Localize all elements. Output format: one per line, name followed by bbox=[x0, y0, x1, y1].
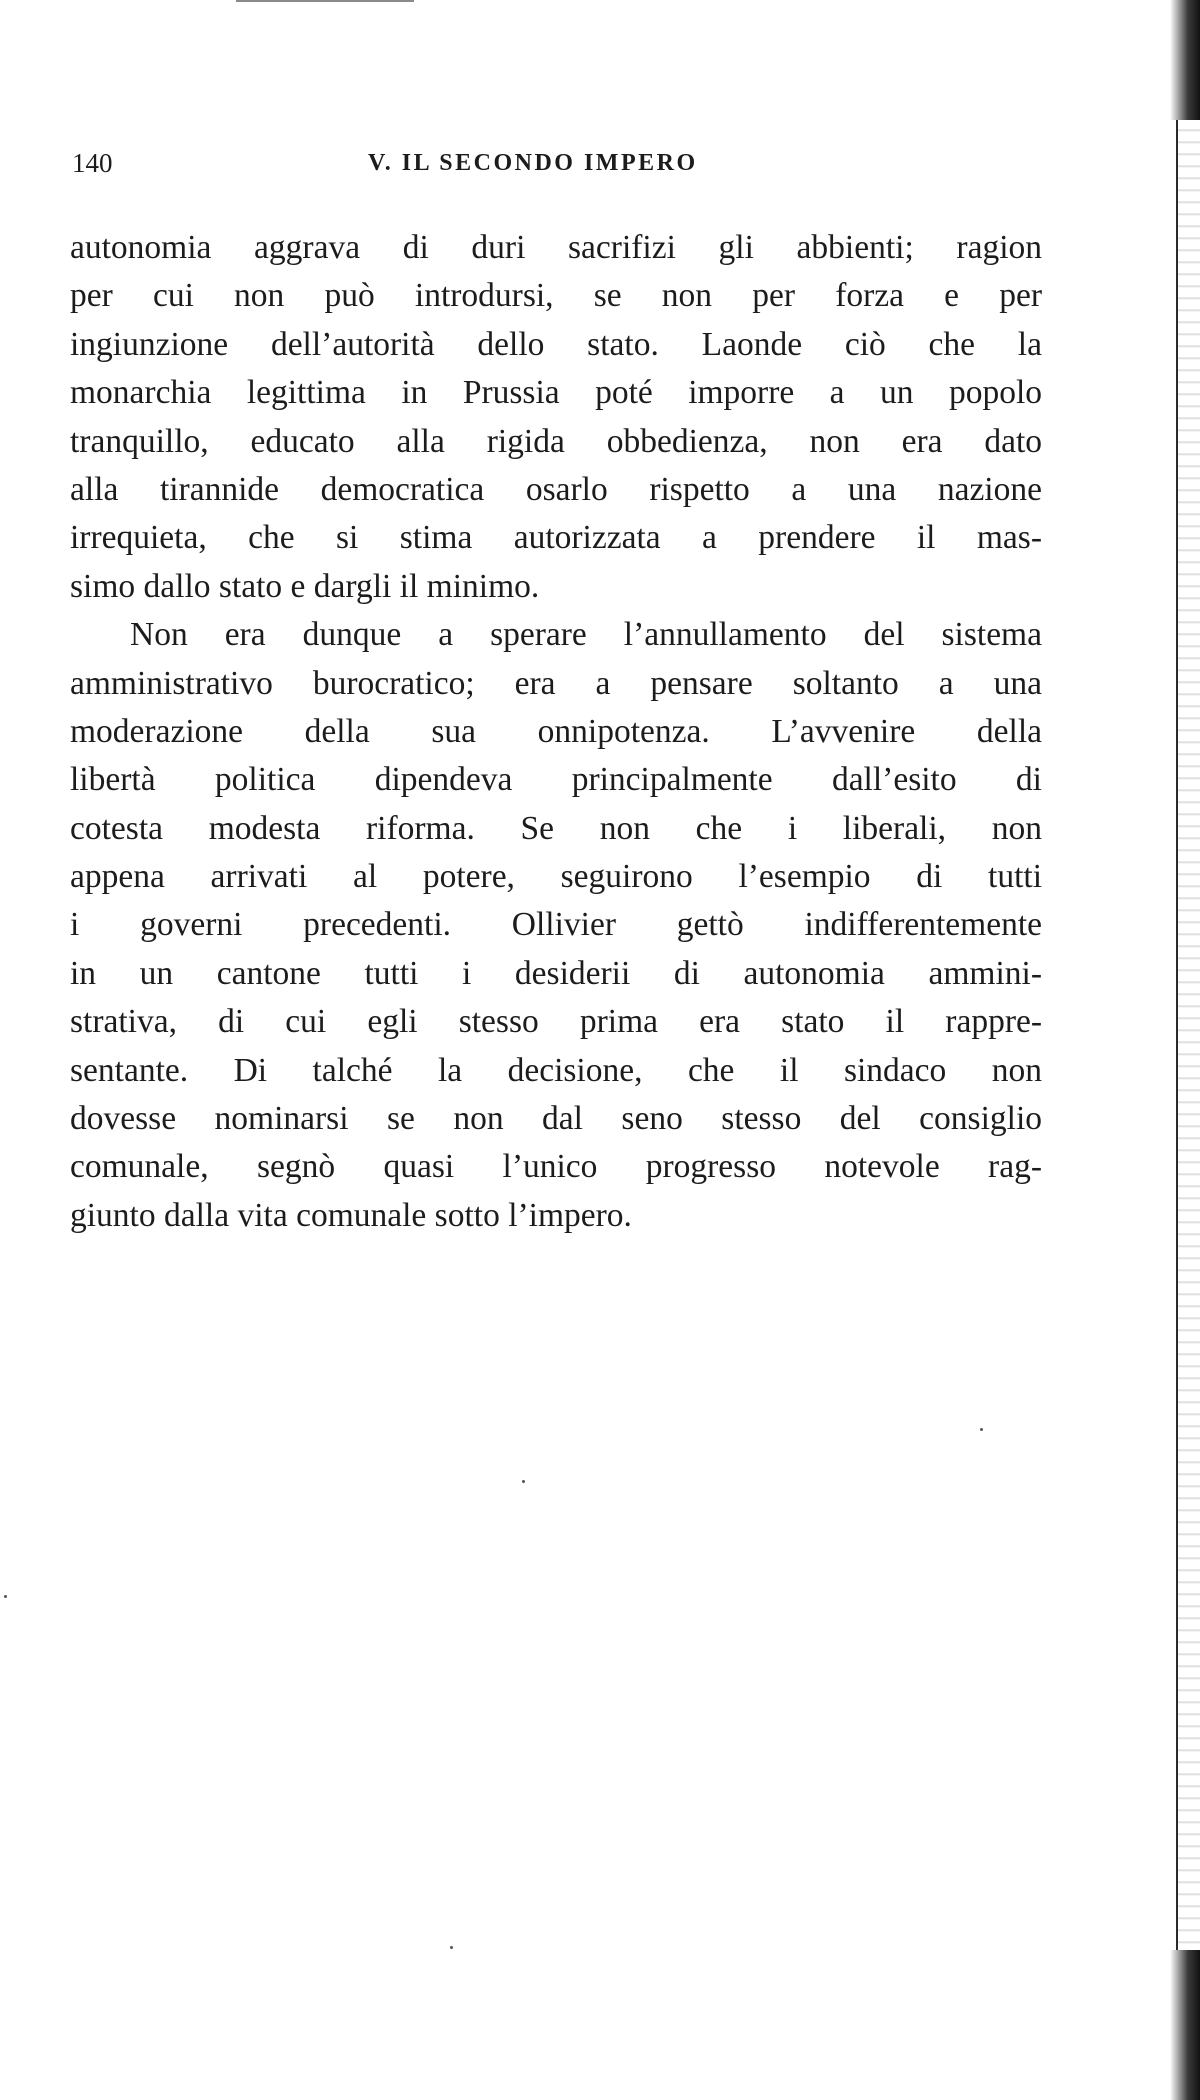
scan-speck bbox=[4, 1595, 7, 1598]
text-line: per cui non può introdursi, se non per forza e per bbox=[70, 277, 1042, 315]
text-line: amministrativo burocratico; era a pensare soltanto a una bbox=[70, 664, 1042, 702]
text-line: irrequieta, che si stima autorizzata a prendere il mas- bbox=[70, 519, 1042, 557]
page-binding-edge bbox=[1176, 0, 1200, 2100]
scan-speck bbox=[522, 1480, 525, 1483]
body-text bbox=[70, 224, 1042, 1240]
text-line: i governi precedenti. Ollivier gettò indifferentemente bbox=[70, 906, 1042, 944]
text-line: in un cantone tutti i desiderii di autonomia ammini- bbox=[70, 954, 1042, 992]
text-line: monarchia legittima in Prussia poté imporre a un popolo bbox=[70, 374, 1042, 412]
text-line: Non era dunque a sperare l’annullamento del sistema bbox=[130, 616, 1042, 654]
top-scan-rule bbox=[236, 0, 414, 2]
paragraph-2 bbox=[70, 611, 1042, 1240]
paragraph-1 bbox=[70, 224, 1042, 611]
text-line: strativa, di cui egli stesso prima era stato il rappre- bbox=[70, 1003, 1042, 1041]
page-number: 140 bbox=[72, 148, 113, 178]
text-line: tranquillo, educato alla rigida obbedienza, non era dato bbox=[70, 422, 1042, 460]
text-line: libertà politica dipendeva principalmente dall’esito di bbox=[70, 761, 1042, 799]
text-line: comunale, segnò quasi l’unico progresso notevole rag- bbox=[70, 1148, 1042, 1186]
text-line: ingiunzione dell’autorità dello stato. Laonde ciò che la bbox=[70, 325, 1042, 363]
running-head bbox=[72, 148, 1042, 188]
page-edge-shadow-bottom bbox=[1170, 1950, 1200, 2100]
text-line: simo dallo stato e dargli il minimo. bbox=[70, 567, 540, 605]
text-line: cotesta modesta riforma. Se non che i liberali, non bbox=[70, 809, 1042, 847]
chapter-title: V. IL SECONDO IMPERO bbox=[368, 150, 698, 176]
text-line: alla tirannide democratica osarlo rispetto a una nazione bbox=[70, 470, 1042, 508]
text-line: sentante. Di talché la decisione, che il sindaco non bbox=[70, 1051, 1042, 1089]
text-line: giunto dalla vita comunale sotto l’impero. bbox=[70, 1196, 632, 1234]
text-line: autonomia aggrava di duri sacrifizi gli abbienti; ragion bbox=[70, 229, 1042, 266]
text-line: moderazione della sua onnipotenza. L’avvenire della bbox=[70, 712, 1042, 750]
text-line: appena arrivati al potere, seguirono l’esempio di tutti bbox=[70, 858, 1042, 896]
page-edge-shadow-top bbox=[1170, 0, 1200, 120]
scan-speck bbox=[450, 1946, 453, 1949]
scan-speck bbox=[980, 1428, 983, 1431]
text-line: dovesse nominarsi se non dal seno stesso del consiglio bbox=[70, 1100, 1042, 1138]
